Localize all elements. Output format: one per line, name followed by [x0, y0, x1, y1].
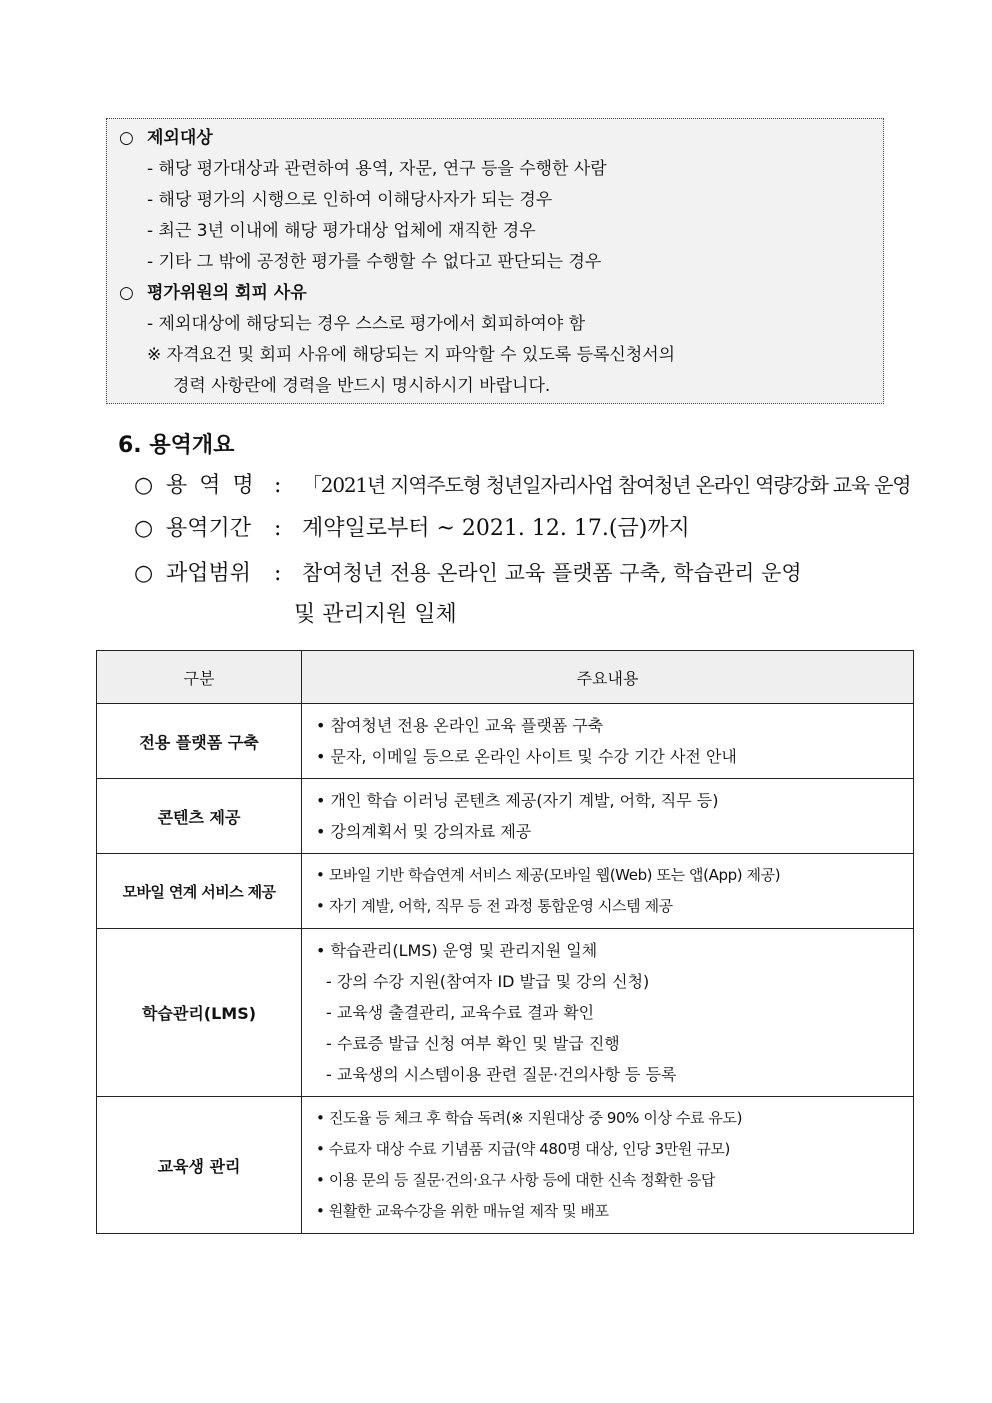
row-category: 모바일 연계 서비스 제공 [97, 854, 302, 929]
circle-bullet-icon: ○ [134, 561, 154, 586]
overview-value: 계약일로부터 ~ 2021. 12. 17.(금)까지 [302, 516, 690, 541]
recusal-item: - 제외대상에 해당되는 경우 스스로 평가에서 회피하여야 함 [147, 314, 586, 334]
header-category: 구분 [97, 651, 302, 704]
content-item: • 원활한 교육수강을 위한 매뉴얼 제작 및 배포 [316, 1202, 609, 1220]
content-item: • 문자, 이메일 등으로 온라인 사이트 및 수강 기간 사전 안내 [316, 747, 737, 766]
row-category: 교육생 관리 [97, 1097, 302, 1234]
overview-colon: : [274, 473, 282, 498]
table-row [97, 1097, 914, 1234]
registration-note-line-2: 경력 사항란에 경력을 반드시 명시하시기 바랍니다. [173, 376, 551, 396]
content-subitem: - 강의 수강 지원(참여자 ID 발급 및 강의 신청) [326, 972, 650, 991]
exclusion-item: - 최근 3년 이내에 해당 평가대상 업체에 재직한 경우 [147, 221, 536, 241]
content-subitem: - 수료증 발급 신청 여부 확인 및 발급 진행 [326, 1034, 620, 1053]
circle-bullet-icon: ○ [119, 128, 134, 148]
exclusion-item: - 기타 그 밖에 공정한 평가를 수행할 수 없다고 판단되는 경우 [147, 252, 602, 272]
recusal-heading [119, 282, 307, 304]
content-item: • 모바일 기반 학습연계 서비스 제공(모바일 웹(Web) 또는 앱(App) 제공) [316, 866, 781, 884]
content-subitem: - 교육생의 시스템이용 관련 질문·건의사항 등 등록 [326, 1065, 677, 1084]
row-content [302, 1097, 914, 1234]
exclusion-notice-box [106, 118, 884, 404]
row-content [302, 779, 914, 854]
exclusion-item: - 해당 평가의 시행으로 인하여 이해당사자가 되는 경우 [147, 190, 553, 210]
circle-bullet-icon: ○ [134, 473, 154, 498]
overview-label: 과업범위 [166, 561, 252, 586]
exclusion-item: - 해당 평가대상과 관련하여 용역, 자문, 연구 등을 수행한 사람 [147, 159, 607, 179]
overview-label: 용역기간 [166, 516, 252, 541]
row-category: 콘텐츠 제공 [97, 779, 302, 854]
overview-colon: : [274, 516, 282, 541]
recusal-title: 평가위원의 회피 사유 [147, 283, 307, 303]
overview-row-scope [134, 558, 802, 589]
content-item: • 학습관리(LMS) 운영 및 관리지원 일체 [316, 941, 598, 960]
content-item: • 진도율 등 체크 후 학습 독려(※ 지원대상 중 90% 이상 수료 유도) [316, 1109, 743, 1127]
content-item: • 참여청년 전용 온라인 교육 플랫폼 구축 [316, 716, 604, 735]
row-content [302, 854, 914, 929]
registration-note-line-1: ※ 자격요건 및 회피 사유에 해당되는 지 파악할 수 있도록 등록신청서의 [147, 345, 676, 365]
content-item: • 수료자 대상 수료 기념품 지급(약 480명 대상, 인당 3만원 규모) [316, 1140, 730, 1158]
content-item: • 자기 계발, 어학, 직무 등 전 과정 통합운영 시스템 제공 [316, 897, 673, 915]
overview-label: 용역명 [166, 473, 266, 498]
exclusion-title: 제외대상 [147, 128, 213, 148]
header-content: 주요내용 [302, 651, 914, 704]
table-row [97, 779, 914, 854]
overview-value: 「2021년 지역주도형 청년일자리사업 참여청년 온라인 역량강화 교육 운영 [302, 473, 911, 497]
overview-colon: : [274, 561, 282, 586]
section-title: 6. 용역개요 [118, 433, 235, 458]
scope-table [96, 650, 914, 1234]
overview-row-period [134, 514, 690, 544]
overview-scope-continuation: 및 관리지원 일체 [294, 602, 457, 627]
table-row [97, 854, 914, 929]
row-category: 학습관리(LMS) [97, 929, 302, 1097]
row-content [302, 704, 914, 779]
overview-row-service-name [134, 470, 910, 501]
exclusion-heading [119, 127, 213, 149]
content-item: • 강의계획서 및 강의자료 제공 [316, 822, 532, 841]
table-row [97, 704, 914, 779]
table-row [97, 929, 914, 1097]
table-header-row [97, 651, 914, 704]
content-subitem: - 교육생 출결관리, 교육수료 결과 확인 [326, 1003, 595, 1022]
overview-value: 참여청년 전용 온라인 교육 플랫폼 구축, 학습관리 운영 [302, 561, 802, 585]
row-category: 전용 플랫폼 구축 [97, 704, 302, 779]
circle-bullet-icon: ○ [134, 516, 154, 541]
content-item: • 개인 학습 이러닝 콘텐츠 제공(자기 계발, 어학, 직무 등) [316, 791, 719, 810]
content-item: • 이용 문의 등 질문·건의·요구 사항 등에 대한 신속 정확한 응답 [316, 1171, 716, 1189]
row-content [302, 929, 914, 1097]
circle-bullet-icon: ○ [119, 283, 134, 303]
